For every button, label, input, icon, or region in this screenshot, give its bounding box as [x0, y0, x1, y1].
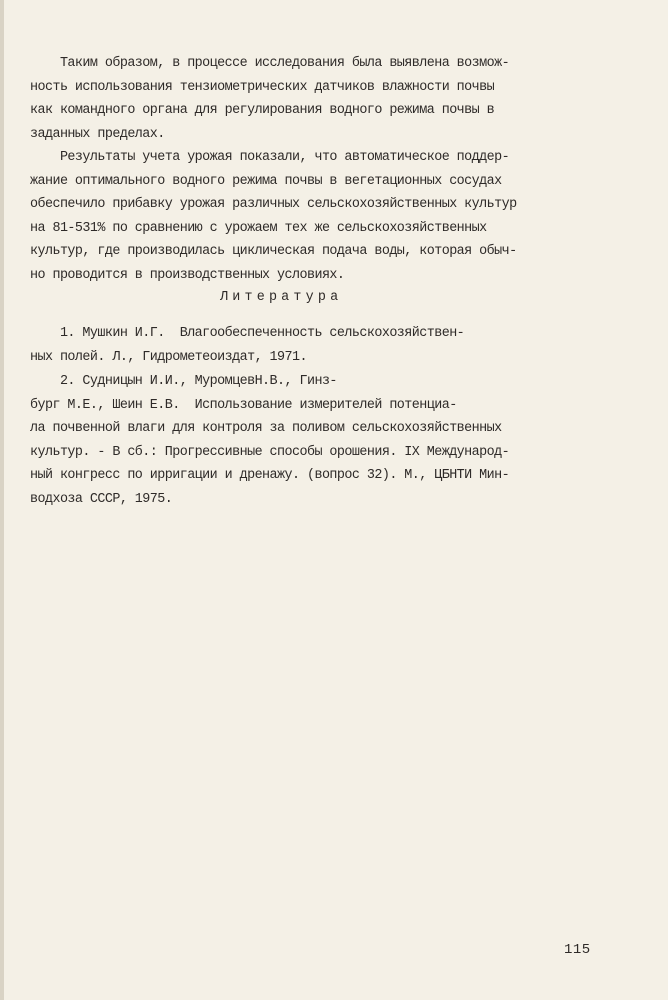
reference-line: бург М.Е., Шеин Е.В. Использование измерителей потенциа- — [30, 397, 457, 413]
paragraph-conclusion — [30, 52, 630, 146]
reference-line: культур. - В сб.: Прогрессивные способы орошения. IX Международ- — [30, 444, 510, 460]
text-line: как командного органа для регулирования водного режима почвы в — [30, 103, 495, 119]
text-line: обеспечило прибавку урожая различных сельскохозяйственных культур — [30, 197, 517, 213]
reference-line: ла почвенной влаги для контроля за поливом сельскохозяйственных — [30, 421, 502, 437]
reference-1 — [30, 322, 630, 369]
reference-line: ный конгресс по ирригации и дренажу. (вопрос 32). М., ЦБНТИ Мин- — [30, 468, 510, 484]
text-line: Таким образом, в процессе исследования была выявлена возмож- — [30, 56, 510, 71]
text-line: Результаты учета урожая показали, что автоматическое поддер- — [30, 150, 510, 165]
page-number: 115 — [564, 942, 591, 958]
reference-line: 2. Судницын И.И., МуромцевН.В., Гинз- — [30, 374, 337, 389]
text-line: заданных пределах. — [30, 126, 165, 142]
reference-line: ных полей. Л., Гидрометеоиздат, 1971. — [30, 349, 307, 365]
text-line: на 81-531% по сравнению с урожаем тех же сельскохозяйственных — [30, 220, 487, 236]
page-edge-shadow — [0, 0, 4, 1000]
text-line: но проводится в производственных условиях. — [30, 267, 345, 283]
literature-heading: Литература — [220, 290, 343, 305]
paragraph-results — [30, 146, 630, 288]
text-line: жание оптимального водного режима почвы в вегетационных сосудах — [30, 173, 502, 189]
reference-line: 1. Мушкин И.Г. Влагообеспеченность сельскохозяйствен- — [30, 326, 465, 341]
text-line: культур, где производилась циклическая подача воды, которая обыч- — [30, 244, 517, 260]
reference-line: водхоза СССР, 1975. — [30, 491, 173, 507]
reference-2 — [30, 370, 630, 512]
text-line: ность использования тензиометрических датчиков влажности почвы — [30, 79, 495, 95]
